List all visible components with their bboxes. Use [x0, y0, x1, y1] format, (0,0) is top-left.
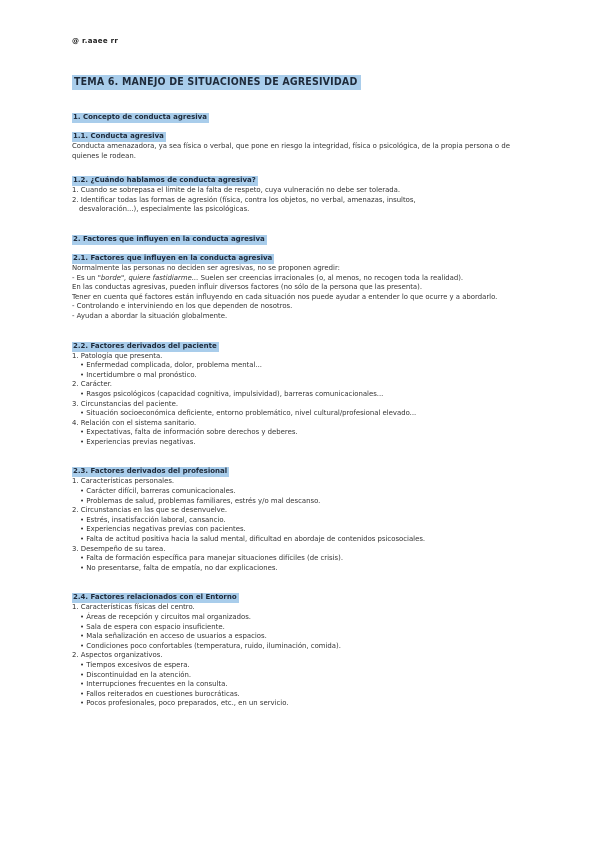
document-title: TEMA 6. MANEJO DE SITUACIONES DE AGRESIVIDAD [72, 75, 361, 90]
paragraph: - Controlando e interviniendo en los que dependen de nosotros. [72, 302, 293, 311]
bullet-item: • Experiencias negativas previas con pacientes. [72, 525, 532, 535]
bullet-item: • Fallos reiterados en cuestiones burocráticas. [72, 690, 532, 700]
user-handle: @ r.aaee rr [72, 37, 119, 45]
paragraph: Tener en cuenta qué factores están influyendo en cada situación nos puede ayudar a entender lo que ocurre y a abordarlo. [72, 292, 498, 301]
section-heading: 1. Concepto de conducta agresiva [73, 113, 207, 121]
bullet-item: • Pocos profesionales, poco preparados, etc., en un servicio. [72, 699, 532, 709]
list-item: 1. Características físicas del centro. [72, 603, 195, 612]
paragraph: En las conductas agresivas, pueden influir diversos factores (no sólo de la persona que las presenta). [72, 283, 423, 292]
section-2-4 [72, 584, 532, 709]
bullet-item: • Rasgos psicológicos (capacidad cognitiva, impulsividad), barreras comunicacionales... [72, 390, 532, 400]
bullet-item: • Discontinuidad en la atención. [72, 671, 532, 681]
subsection-heading: 1.1. Conducta agresiva [73, 132, 164, 140]
document-body [72, 70, 532, 720]
subsection-heading: 2.1. Factores que influyen en la conducta agresiva [73, 253, 273, 262]
list-item: 1. Características personales. [72, 477, 175, 486]
paragraph-part: - Es un [72, 273, 98, 282]
list-item: 2. Identificar todas las formas de agresión (física, contra los objetos, no verbal, amenazas, insultos, [72, 195, 416, 204]
list-item: 2. Aspectos organizativos. [72, 651, 163, 660]
section-heading: 2. Factores que influyen en la conducta agresiva [73, 234, 265, 243]
bullet-item: • Tiempos excesivos de espera. [72, 661, 532, 671]
bullet-item: • Interrupciones frecuentes en la consulta. [72, 680, 532, 690]
subsection-heading: 1.2. ¿Cuándo hablamos de conducta agresiva? [73, 176, 256, 185]
subsection-heading: 2.2. Factores derivados del paciente [73, 341, 217, 350]
bullet-item: • Áreas de recepción y circuitos mal organizados. [72, 613, 532, 623]
bullet-item: • Mala señalización en acceso de usuarios a espacios. [72, 632, 532, 642]
bullet-item: • Estrés, insatisfacción laboral, cansancio. [72, 516, 532, 526]
list-item: 1. Patología que presenta. [72, 351, 163, 360]
bullet-item: • Incertidumbre o mal pronóstico. [72, 371, 532, 381]
subsection-heading: 2.3. Factores derivados del profesional [73, 467, 228, 476]
bullet-item: • Condiciones poco confortables (temperatura, ruido, iluminación, comida). [72, 642, 532, 652]
bullet-item: • Carácter difícil, barreras comunicacionales. [72, 487, 532, 497]
bullet-item: • Enfermedad complicada, dolor, problema mental... [72, 361, 532, 371]
subsection-heading: 2.4. Factores relacionados con el Entorno [73, 593, 237, 602]
bullet-item: • Expectativas, falta de información sobre derechos y deberes. [72, 428, 532, 438]
paragraph: - Ayudan a abordar la situación globalmente. [72, 311, 228, 320]
list-item: 2. Circunstancias en las que se desenvuelve. [72, 506, 228, 515]
paragraph [72, 274, 532, 284]
quoted-text: "borde", quiere fastidiarme... [97, 273, 199, 282]
section-2-2 [72, 333, 532, 448]
bullet-item: • Situación socioeconómica deficiente, entorno problemático, nivel cultural/profesional elevado... [72, 409, 532, 419]
list-item: 3. Circunstancias del paciente. [72, 399, 179, 408]
bullet-item: • Experiencias previas negativas. [72, 438, 532, 448]
section-1 [72, 104, 532, 215]
bullet-item: • Falta de actitud positiva hacia la salud mental, dificultad en abordaje de contenidos psicosociales. [72, 535, 532, 545]
paragraph-part: Suelen ser creencias irracionales (o, al menos, no recogen toda la realidad). [198, 273, 464, 282]
list-item: 1. Cuando se sobrepasa el límite de la falta de respeto, cuya vulneración no debe ser tolerada. [72, 186, 401, 195]
list-item: 3. Desempeño de su tarea. [72, 544, 166, 553]
paragraph: Normalmente las personas no deciden ser agresivas, no se proponen agredir: [72, 263, 340, 272]
list-item: 4. Relación con el sistema sanitario. [72, 418, 197, 427]
paragraph: Conducta amenazadora, ya sea física o verbal, que pone en riesgo la integridad, física o psicológica, de la propia persona o de quienes le rodean. [72, 142, 510, 160]
bullet-item: • Falta de formación específica para manejar situaciones difíciles (de crisis). [72, 554, 532, 564]
list-item: desvaloración...), especialmente las psicológicas. [79, 205, 250, 214]
bullet-item: • Problemas de salud, problemas familiares, estrés y/o mal descanso. [72, 497, 532, 507]
section-2 [72, 226, 532, 322]
bullet-item: • Sala de espera con espacio insuficiente. [72, 623, 532, 633]
section-2-3 [72, 458, 532, 573]
bullet-item: • No presentarse, falta de empatía, no dar explicaciones. [72, 564, 532, 574]
list-item: 2. Carácter. [72, 380, 112, 389]
